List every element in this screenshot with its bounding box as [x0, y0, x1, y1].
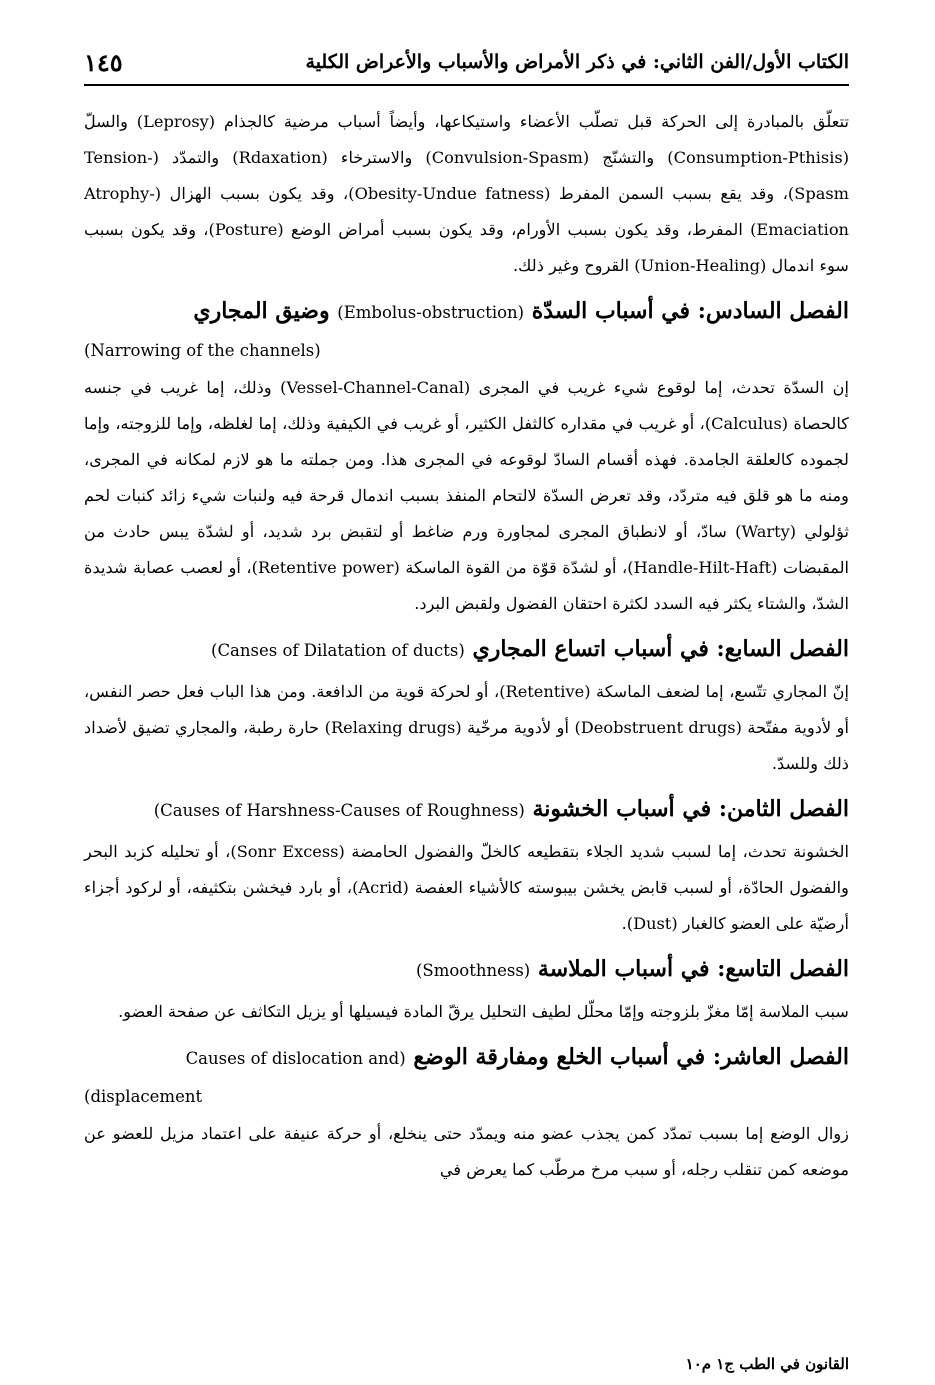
section-8-heading — [84, 788, 849, 832]
section-7-paragraph: إنّ المجاري تتّسع، إما لضعف الماسكة (Retentive)، أو لحركة قوية من الدافعة. ومن هذا الباب فعل حصر النفس، أو لأدوية مفتّحة (Deobstruent drugs) أو لأدوية مرخّية (Relaxing drugs) حارة رطبة، والمجاري تضيق لأضداد ذلك وللسدّ. — [84, 682, 849, 773]
section-10-title-continuation: displacement) — [84, 1087, 203, 1106]
section-6-heading — [84, 290, 849, 334]
section-7-heading — [84, 628, 849, 672]
running-title: الكتاب الأول/الفن الثاني: في ذكر الأمراض والأسباب والأعراض الكلية — [305, 51, 849, 73]
page-body — [84, 104, 849, 1194]
section-8-paragraph: الخشونة تحدث، إما لسبب شديد الجلاء بتقطيعه كالخلّ والفضول الحامضة (Sonr Excess)، أو تحليله كزبد البحر والفضول الحادّة، أو لسبب قابض يخشن بيبوسته كالأشياء العفصة (Acrid)، أو بارد فيخشن بتكثيفه، أو لركود أجزاء أرضيّة على العضو كالغبار (Dust). — [84, 842, 849, 933]
section-9-paragraph: سبب الملاسة إمّا مغزّ بلزوجته وإمّا محلّل لطيف التحليل يرقّ المادة فيسيلها أو يزيل التكاثف عن صفحة العضو. — [118, 1002, 849, 1021]
section-7-title-ar: الفصل السابع: في أسباب اتساع المجاري — [472, 636, 849, 662]
section-8-title-en: (Causes of Harshness-Causes of Roughness) — [153, 801, 525, 820]
section-7-title-en: (Canses of Dilatation of ducts) — [211, 641, 465, 660]
footer-signature: القانون في الطب ج١ م١٠ — [685, 1355, 849, 1373]
section-10-paragraph: زوال الوضع إما بسبب تمدّد كمن يجذب عضو منه ويمدّد حتى ينخلع، أو حركة عنيفة على اعتماد مزيل للعضو عن موضعه كمن تنقلب رجله، أو سبب مرخ مرطّب كما يعرض في — [84, 1124, 849, 1179]
section-10-title-ar: الفصل العاشر: في أسباب الخلع ومفارقة الوضع — [413, 1044, 849, 1070]
section-9-title-en: (Smoothness) — [415, 961, 531, 980]
section-6-title-ar: الفصل السادس: في أسباب السدّة — [531, 298, 849, 324]
section-6-title-en: (Embolus-obstruction) — [337, 303, 525, 322]
section-9-title-ar: الفصل التاسع: في أسباب الملاسة — [537, 956, 849, 982]
section-6-title-ar-2: وضيق المجاري — [193, 298, 330, 324]
section-9-heading — [84, 948, 849, 992]
section-6-title-continuation: (Narrowing of the channels) — [84, 341, 321, 360]
section-10-heading — [84, 1036, 849, 1080]
section-6-paragraph: إن السدّة تحدث، إما لوقوع شيء غريب في المجرى (Vessel-Channel-Canal) وذلك، إما غريب في جنسه كالحصاة (Calculus)، أو غريب في مقداره كالثفل الكثير، أو غريب في الكيفية وذلك، إما لغلظه، وإما للزوجته، وإما لجموده كالعلقة الجامدة. فهذه أقسام السادّ لوقوعه في المجرى هذا. ومن جملته ما هو لازم لمكانه في المجرى، ومنه ما هو قلق فيه متردّد، وقد تعرض السدّة لالتحام المنفذ بسبب اندمال قرحة فيه ولنبات شيء زائد كنبات لحم ثؤلولي (Warty) سادّ، أو لانطباق المجرى لمجاورة ورم ضاغط أو لتقبض برد شديد، أو لشدّة يبس حادث من المقبضات (Handle-Hilt-Haft)، أو لشدّة قوّة من القوة الماسكة (Retentive power)، أو لعصب عصابة شديدة الشدّ، والشتاء يكثر فيه السدد لكثرة احتقان الفضول ولقبض البرد. — [84, 378, 850, 613]
intro-paragraph: تتعلّق بالمبادرة إلى الحركة قبل تصلّب الأعضاء واستيكاعها، وأيضاً أسباب مرضية كالجذام (Leprosy) والسلّ (Consumption-Pthisis) والتشنّج (Convulsion-Spasm) والاسترخاء (Rdaxation) والتمدّد (Tension-Spasm)، وقد يقع بسبب السمن المفرط (Obesity-Undue fatness)، وقد يكون بسبب الهزال (Atrophy-Emaciation) المفرط، وقد يكون بسبب الأورام، وقد يكون بسبب أمراض الوضع (Posture)، وقد يكون بسبب سوء اندمال (Union-Healing) القروح وغير ذلك. — [84, 112, 850, 275]
section-8-title-ar: الفصل الثامن: في أسباب الخشونة — [532, 796, 849, 822]
section-10-title-en: (Causes of dislocation and — [185, 1049, 406, 1068]
page-header — [84, 40, 849, 86]
page-number: ١٤٥ — [84, 47, 123, 77]
